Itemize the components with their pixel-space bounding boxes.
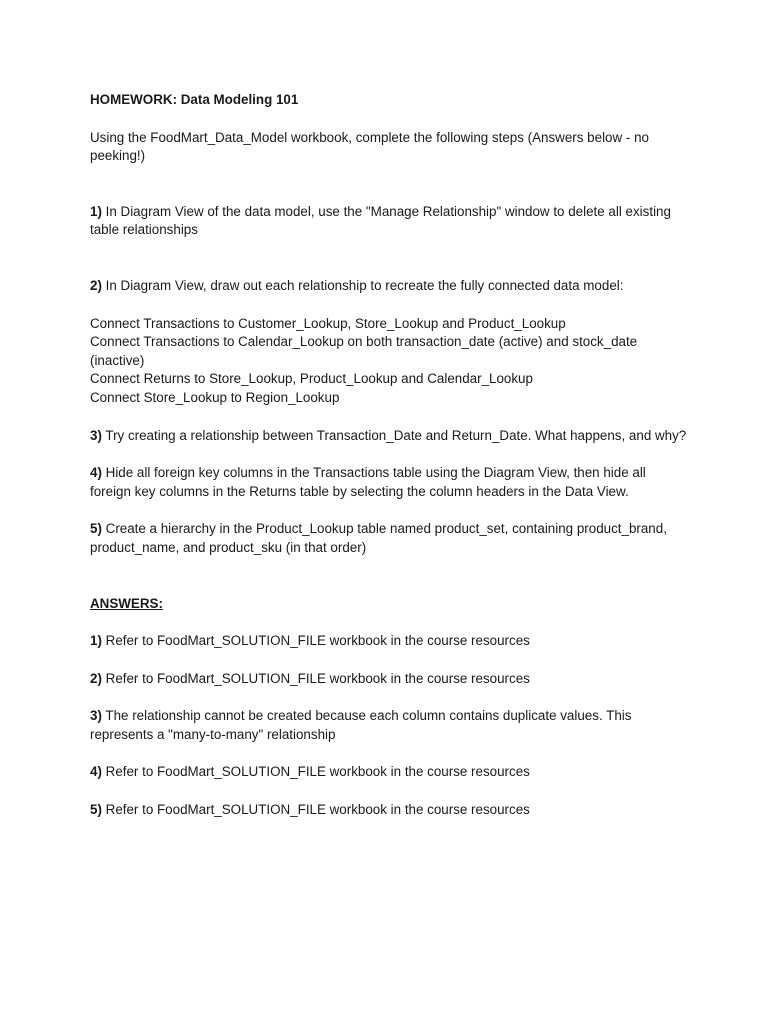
intro-paragraph: Using the FoodMart_Data_Model workbook, complete the following steps (Answers below - no peeking!) bbox=[90, 129, 649, 164]
step-1-text: In Diagram View of the data model, use the "Manage Relationship" window to delete all existing table relationships bbox=[90, 203, 671, 238]
answer-3-number: 3) bbox=[90, 708, 102, 724]
connection-list bbox=[90, 315, 690, 408]
connection-item: Connect Transactions to Calendar_Lookup on both transaction_date (active) and stock_date (inactive) bbox=[90, 334, 638, 368]
step-4 bbox=[90, 464, 690, 501]
answer-4-number: 4) bbox=[90, 764, 102, 780]
answer-2-number: 2) bbox=[90, 670, 102, 686]
step-2-text: In Diagram View, draw out each relationship to recreate the fully connected data model: bbox=[101, 277, 624, 293]
step-5 bbox=[90, 520, 690, 557]
step-1-number: 1) bbox=[90, 203, 102, 219]
answer-4-text: Refer to FoodMart_SOLUTION_FILE workbook in the course resources bbox=[101, 764, 530, 780]
answer-3 bbox=[90, 707, 690, 744]
answer-1 bbox=[90, 632, 690, 651]
answer-1-text: Refer to FoodMart_SOLUTION_FILE workbook in the course resources bbox=[101, 633, 530, 649]
step-3-number: 3) bbox=[90, 427, 102, 443]
connection-item: Connect Transactions to Customer_Lookup, Store_Lookup and Product_Lookup bbox=[90, 315, 566, 331]
answers-heading: ANSWERS: bbox=[90, 595, 163, 611]
step-2 bbox=[90, 277, 690, 296]
answer-3-text: The relationship cannot be created because each column contains duplicate values. This represents a "many-to-many" relationship bbox=[90, 708, 632, 742]
document-page bbox=[90, 91, 690, 839]
answer-4 bbox=[90, 763, 690, 782]
document-title: HOMEWORK: Data Modeling 101 bbox=[90, 92, 299, 107]
connection-item: Connect Store_Lookup to Region_Lookup bbox=[90, 389, 340, 405]
step-4-number: 4) bbox=[90, 465, 102, 481]
connection-item: Connect Returns to Store_Lookup, Product_Lookup and Calendar_Lookup bbox=[90, 371, 533, 387]
answer-5-number: 5) bbox=[90, 802, 102, 818]
step-5-number: 5) bbox=[90, 521, 102, 537]
answer-5-text: Refer to FoodMart_SOLUTION_FILE workbook in the course resources bbox=[101, 802, 530, 818]
answer-1-number: 1) bbox=[90, 633, 102, 649]
answer-2 bbox=[90, 670, 690, 689]
answer-2-text: Refer to FoodMart_SOLUTION_FILE workbook in the course resources bbox=[101, 670, 530, 686]
answer-5 bbox=[90, 801, 690, 820]
step-3-text: Try creating a relationship between Transaction_Date and Return_Date. What happens, and why? bbox=[101, 427, 687, 443]
step-3 bbox=[90, 427, 690, 446]
step-1 bbox=[90, 203, 690, 240]
step-4-text: Hide all foreign key columns in the Transactions table using the Diagram View, then hide all foreign key columns in the Returns table by selecting the column headers in the Data View. bbox=[90, 465, 646, 499]
step-5-text: Create a hierarchy in the Product_Lookup table named product_set, containing product_brand, product_name, and product_sku (in that order) bbox=[90, 521, 667, 555]
step-2-number: 2) bbox=[90, 277, 102, 293]
